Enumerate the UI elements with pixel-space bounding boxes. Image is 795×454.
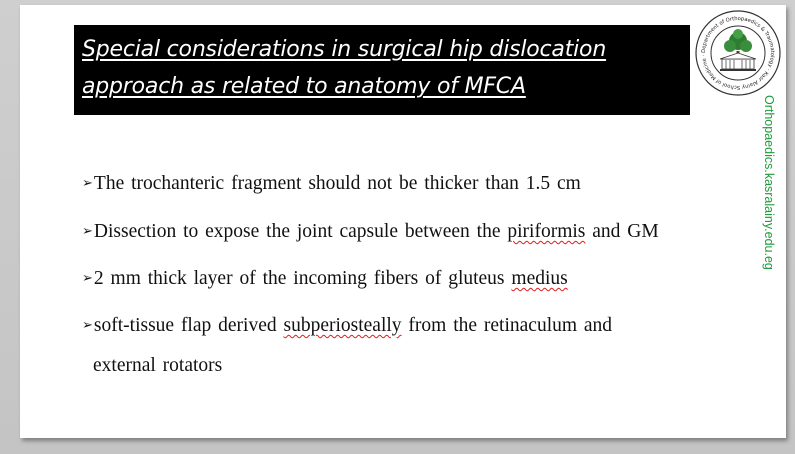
misspelled-word: piriformis bbox=[507, 221, 586, 242]
arrow-bullet-icon: ➢ bbox=[82, 271, 93, 286]
arrow-bullet-icon: ➢ bbox=[82, 176, 93, 191]
slide-title-line-2: approach as related to anatomy of MFCA bbox=[82, 74, 526, 99]
misspelled-word: medius bbox=[511, 268, 568, 289]
list-item[interactable]: ➢soft-tissue flap derived subperiosteally from the retinaculum and bbox=[82, 315, 613, 336]
title-box[interactable] bbox=[74, 25, 690, 115]
slide-title-line-1: Special considerations in surgical hip dislocation bbox=[82, 37, 607, 62]
arrow-bullet-icon: ➢ bbox=[82, 318, 93, 333]
list-item-continuation: external rotators bbox=[93, 355, 223, 376]
logo-ring-text: Department of Orthopaedics & Traumatology · Kasr Alainy School of Medicine · bbox=[700, 15, 776, 91]
list-item[interactable]: ➢2 mm thick layer of the incoming fibers of gluteus medius bbox=[82, 268, 568, 289]
list-item[interactable]: ➢The trochanteric fragment should not be thicker than 1.5 cm bbox=[82, 173, 581, 194]
slide[interactable] bbox=[20, 5, 786, 438]
university-logo-icon bbox=[694, 9, 782, 97]
arrow-bullet-icon: ➢ bbox=[82, 224, 93, 239]
misspelled-word: subperiosteally bbox=[283, 315, 402, 336]
website-url: Orthopaedics.kasralainy.edu.eg bbox=[762, 95, 776, 270]
list-item[interactable]: ➢Dissection to expose the joint capsule between the piriformis and GM bbox=[82, 221, 659, 242]
